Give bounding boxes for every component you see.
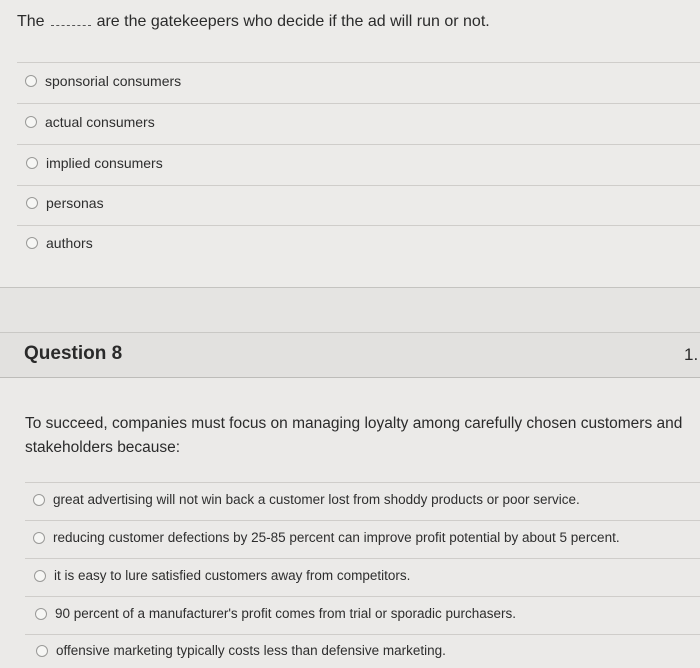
question-8-prompt: To succeed, companies must focus on managing loyalty among carefully chosen customers and stakeholders because:: [25, 415, 683, 456]
divider: [17, 225, 700, 226]
answer-label: offensive marketing typically costs less than defensive marketing.: [56, 643, 446, 658]
radio-button[interactable]: [26, 237, 38, 249]
question-points: 1.: [684, 345, 699, 364]
answer-label: reducing customer defections by 25-85 percent can improve profit potential by about 5 percent.: [53, 530, 620, 545]
prompt-before: The: [17, 13, 45, 30]
divider: [25, 634, 700, 635]
answer-label: great advertising will not win back a customer lost from shoddy products or poor service.: [53, 492, 580, 507]
question-gap: [0, 288, 700, 332]
question-7-panel: [0, 0, 700, 288]
divider: [17, 144, 700, 145]
answer-label: actual consumers: [45, 114, 155, 130]
answer-label: implied consumers: [46, 155, 163, 171]
answer-label: 90 percent of a manufacturer's profit comes from trial or sporadic purchasers.: [55, 606, 517, 621]
radio-button[interactable]: [35, 608, 47, 620]
radio-button[interactable]: [33, 494, 45, 506]
radio-button[interactable]: [26, 197, 38, 209]
radio-button[interactable]: [34, 570, 46, 582]
answer-label: personas: [46, 195, 104, 211]
answer-option[interactable]: [26, 235, 93, 251]
answer-option[interactable]: [33, 492, 580, 507]
answer-option[interactable]: [33, 530, 620, 545]
divider: [25, 596, 700, 597]
divider: [25, 482, 700, 483]
answer-option[interactable]: [34, 568, 410, 583]
answer-label: sponsorial consumers: [45, 73, 182, 89]
divider: [17, 185, 700, 186]
answer-label: authors: [46, 235, 93, 251]
answer-option[interactable]: [35, 606, 516, 621]
answer-option[interactable]: [25, 73, 181, 89]
question-8-body: [0, 378, 700, 668]
question-title: Question 8: [24, 343, 123, 364]
answer-option[interactable]: [36, 643, 446, 658]
prompt-after: are the gatekeepers who decide if the ad will run or not.: [96, 13, 490, 30]
radio-button[interactable]: [36, 645, 48, 657]
divider: [17, 62, 700, 63]
question-7-prompt: [17, 13, 490, 31]
prompt-blank: [51, 13, 91, 26]
answer-option[interactable]: [25, 114, 155, 130]
answer-option[interactable]: [26, 155, 163, 171]
radio-button[interactable]: [25, 116, 37, 128]
answer-label: it is easy to lure satisfied customers away from competitors.: [54, 568, 411, 583]
answer-option[interactable]: [26, 195, 104, 211]
divider: [25, 520, 700, 521]
divider: [17, 103, 700, 104]
radio-button[interactable]: [33, 532, 45, 544]
question-8-header: [0, 332, 700, 378]
radio-button[interactable]: [25, 75, 37, 87]
radio-button[interactable]: [26, 157, 38, 169]
divider: [25, 558, 700, 559]
